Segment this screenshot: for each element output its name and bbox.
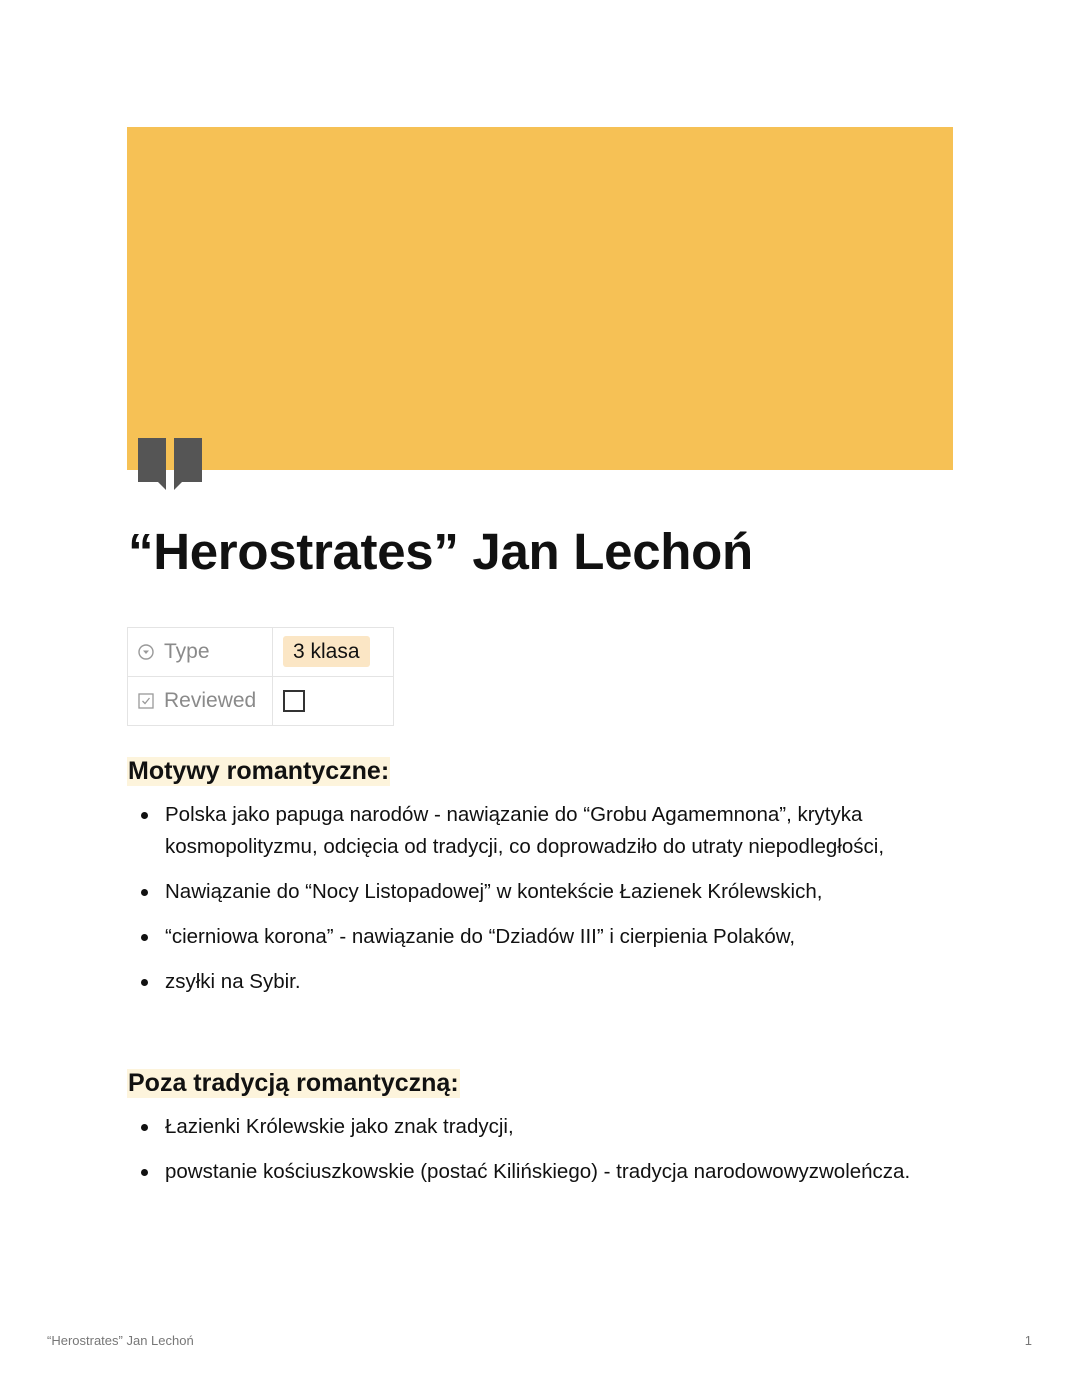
list-item: Nawiązanie do “Nocy Listopadowej” w kontekście Łazienek Królewskich, [127, 876, 947, 908]
property-label[interactable]: Reviewed [128, 677, 273, 726]
property-label[interactable]: Type [128, 628, 273, 677]
list-item: zsyłki na Sybir. [127, 966, 947, 998]
list-item: powstanie kościuszkowskie (postać Kilińskiego) - tradycja narodowowyzwoleńcza. [127, 1156, 947, 1188]
type-tag: 3 klasa [283, 636, 370, 667]
property-row-type [128, 628, 394, 677]
page-title: “Herostrates” Jan Lechoń [128, 523, 753, 580]
page-number: 1 [1024, 1333, 1032, 1348]
properties-table [127, 627, 394, 726]
footer-title: “Herostrates” Jan Lechoń [47, 1333, 194, 1348]
list-item: Łazienki Królewskie jako znak tradycji, [127, 1111, 947, 1143]
bullet-list [127, 1111, 947, 1201]
property-row-reviewed [128, 677, 394, 726]
select-icon [138, 642, 154, 658]
section-heading: Motywy romantyczne: [128, 757, 390, 785]
bullet-list [127, 799, 947, 1011]
property-value[interactable] [273, 628, 394, 677]
cover-image [127, 127, 953, 470]
section-heading: Poza tradycją romantyczną: [128, 1069, 459, 1097]
list-item: “cierniowa korona” - nawiązanie do “Dziadów III” i cierpienia Polaków, [127, 921, 947, 953]
reviewed-checkbox[interactable] [283, 690, 305, 712]
book-icon [137, 438, 203, 490]
property-value [273, 677, 394, 726]
list-item: Polska jako papuga narodów - nawiązanie do “Grobu Agamemnona”, krytyka kosmopolityzmu, odcięcia od tradycji, co doprowadziło do utraty niepodległości, [127, 799, 947, 863]
checkbox-icon [138, 691, 154, 707]
